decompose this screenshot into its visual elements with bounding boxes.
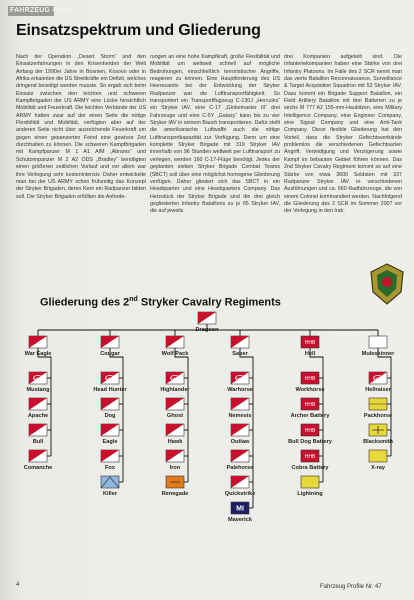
unit-symbol-x-ray: [369, 450, 387, 462]
unit-label-warhorse: Warhorse: [227, 387, 253, 393]
unit-label-saber: Saber: [232, 351, 248, 357]
unit-label-archer-battery: Archer Battery: [290, 413, 330, 419]
unit-symbol-war-eagle: [29, 336, 47, 348]
unit-symbol-packhorse: [369, 398, 387, 410]
unit-label-apache: Apache: [27, 413, 49, 419]
unit-label-highlander: Highlander: [160, 387, 190, 393]
unit-label-dog: Dog: [104, 413, 116, 419]
unit-symbol-highlander: [166, 372, 184, 384]
text-column-2: rungen an eine hohe Kampfkraft, große Flexibilität und Mobilität um weltweit schnell auf mögliche Bedrohungen, einschließlich terroristischer Angriffe, reagieren zu können. Eine Hauptforderung des US Heeresamts bei der Entwicklung der Stryker Radpanzer war die Lufttransportfähigkeit. So transportiert ein Transportflugzeug C-130J „Hercules“ ein Stryker IAV, eine C-17 „Globemaster III“ drei Fahrzeuge und eine C-5Y „Galaxy“ kann bis zu vier Stryker IAV in seinem Bauch transportieren. Dafür stellt die amerikanische Luftwaffe auch die nötige Lufttransportkapazität zur Verfügung. Denn um eine komplette Stryker Brigade mit 319 Stryker IAV innerhalb von 96 Stunden weltweit per Lufttransport zu verlegen, werden 160 C-17-Flüge benötigt. Jedes der geplanten sieben Stryker Brigade Combat Teams (SBCT) soll über eine möglichst homogene Gliederung verfügen. Daher gliedert sich das SBCT in ein Headquarter und eine Headquarters Company. Das Herzstück der Stryker Brigade sind die drei gleich gegliederten Infantry Bataillons zu je 65 Stryker IAV, die auf jeweils: [150, 54, 280, 215]
symbol-text: HHT: [106, 376, 114, 381]
unit-label-muleskinner: Muleskinner: [361, 351, 395, 357]
unit-symbol-maverick: [231, 502, 249, 514]
symbol-text: MI: [236, 505, 244, 513]
unit-label-head-hunter: Head Hunter: [93, 387, 127, 393]
symbol-text: HHB: [304, 454, 316, 460]
symbol-text: HHT: [34, 376, 42, 381]
article-title: Einsatzspektrum und Gliederung: [16, 22, 261, 39]
unit-label-workhorse: Workhorse: [295, 387, 325, 393]
unit-symbol-cobra-battery: [301, 450, 319, 462]
unit-label-lightning: Lightning: [297, 491, 323, 497]
unit-symbol-killer: [101, 476, 119, 488]
chart-title: Gliederung des 2nd Stryker Cavalry Regiments: [40, 296, 281, 309]
unit-label-wolf-pack: Wolf Pack: [161, 351, 189, 357]
unit-label-fox: Fox: [105, 465, 115, 471]
unit-symbol-warhorse: [231, 372, 249, 384]
unit-label-palehorse: Palehorse: [226, 465, 254, 471]
symbol-text: HHT: [236, 376, 244, 381]
unit-symbol-ghost: [166, 398, 184, 410]
unit-label-bull: Bull: [32, 439, 44, 445]
unit-symbol-head-hunter: [101, 372, 119, 384]
unit-label-x-ray: X-ray: [371, 465, 385, 471]
unit-symbol-palehorse: [231, 450, 249, 462]
unit-label-packhorse: Packhorse: [363, 413, 393, 419]
page-number: 4: [16, 582, 20, 588]
unit-symbol-workhorse: [301, 372, 319, 384]
unit-label-hellraiser: Hellraiser: [365, 387, 391, 393]
unit-label-dragoon: Dragoon: [195, 327, 219, 333]
unit-symbol-fox: [101, 450, 119, 462]
unit-symbol-bull-dog-battery: [301, 424, 319, 436]
unit-symbol-hell: [301, 336, 319, 348]
unit-symbol-blacksmith: [369, 424, 387, 436]
unit-label-cobra-battery: Cobra Battery: [291, 465, 329, 471]
unit-label-eagle: Eagle: [102, 439, 118, 445]
unit-label-hell: Hell: [304, 351, 316, 357]
header-label: FAHRZEUG Profile: [10, 7, 74, 14]
unit-label-bull-dog-battery: Bull Dog Battery: [288, 439, 332, 445]
unit-symbol-nemesis: [231, 398, 249, 410]
unit-symbol-hellraiser: [369, 372, 387, 384]
unit-symbol-hawk: [166, 424, 184, 436]
unit-symbol-apache: [29, 398, 47, 410]
symbol-text: HHB: [304, 376, 316, 382]
unit-label-war-eagle: War Eagle: [24, 351, 52, 357]
footer-publication: Fahrzeug Profile Nr. 47: [320, 584, 382, 590]
unit-label-mustang: Mustang: [26, 387, 50, 393]
symbol-text: HHB: [304, 428, 316, 434]
unit-symbol-renegade: [166, 476, 184, 488]
unit-label-cougar: Cougar: [100, 351, 120, 357]
unit-label-blacksmith: Blacksmith: [363, 439, 393, 445]
unit-symbol-cougar: [101, 336, 119, 348]
unit-symbol-mustang: [29, 372, 47, 384]
unit-symbol-dog: [101, 398, 119, 410]
unit-label-renegade: Renegade: [161, 491, 189, 497]
symbol-text: HHB: [304, 340, 316, 346]
unit-symbol-iron: [166, 450, 184, 462]
symbol-text: HHT: [374, 376, 382, 381]
symbol-text: HHT: [171, 376, 179, 381]
unit-symbol-eagle: [101, 424, 119, 436]
unit-label-iron: Iron: [169, 465, 181, 471]
unit-symbol-comanche: [29, 450, 47, 462]
text-column-1: Nach der Operation „Desert Storm“ und den Einsatzerfahrungen in den Krisenherden der Welt Anfang der 1990er Jahre in Bosnien, Kosovo oder in Afrika erkannten die US Streitkräfte ein Defizit, welches dringend beseitigt werden musste. So ergab sich beim Einsatz zwischen den leichten und schweren Kampfbrigaden der US ARMY eine Lücke hinsichtlich Mobilität und Feuerkraft. Die leichten Verbände der US ARMY hatten zwar auf der einen Seite die nötige Flexibilität und Mobilität, verfügten aber auf der anderen Seite nicht über ausreichende Feuerkraft um gegen einen gepanzerten Feind eine gewisse Zeit durchhalten zu können. Die schweren Kampfbrigaden mit Kampfpanzer M 1 A1 AIM „Abrams“ und Schützenpanzer M 2 A2 ODS „Bradley“ benötigten einen größeren zeitlichen Vorlauf und vor allem war ihre Verlegung sehr kostenintensiv. Daher entwickelte man bei der US ARMY schon frühzeitig das Konzept der Stryker Brigaden, deren Kern ein Radpanzer bilden soll. Die Stryker Brigaden erfüllten die Anforde-: [16, 54, 146, 200]
symbol-text: HHB: [304, 402, 316, 408]
unit-symbol-dragoon: [198, 312, 216, 324]
unit-label-quickstrike: Quickstrike: [224, 491, 256, 497]
unit-symbol-archer-battery: [301, 398, 319, 410]
unit-symbol-saber: [231, 336, 249, 348]
unit-symbol-outlaw: [231, 424, 249, 436]
unit-symbol-bull: [29, 424, 47, 436]
unit-symbol-lightning: [301, 476, 319, 488]
unit-symbol-muleskinner: [369, 336, 387, 348]
text-column-3: drei Kompanien aufgeteilt sind. Die Infanteriekompanien haben eine Stärke von drei Infantry Platoons. Im Falle des 2 SCR nennt man das vierte Bataillon Reconnaissance, Surveillance & Target Acquisition Squadron mit 53 Stryker IAV. Dazu kommt ein Brigade Support Bataillon, ein Field Artillery Bataillon mit drei Batterien zu je sechs M 777 A2 155-mm-Haubitzen, eine Military Intelligence Company, eine Engineer Company, eine Signal Company und eine Anti-Tank Company. Diese flexible Gliederung hat den Vorteil, dass die Stryker Gefechtsverbände problemlos die verschiedenen Gefechtsarten Angriff, Verteidigung und Verzögerung sowie Kampf im bebauten Gebiet führen können. Das 2nd Stryker Cavalry Regiment kommt so auf eine Stärke von etwa 3600 Soldaten mit 337 Radpanzer Stryker IAV in verschiedenen Ausführungen und ca. 660 Radfahrzeuge, die von einem Colonel kommandiert werden. Nachfolgend die Gliederung des 2 SCR im Sommer 2007 vor der Verlegung in den Irak:: [284, 54, 402, 215]
unit-label-comanche: Comanche: [23, 465, 53, 471]
unit-label-maverick: Maverick: [228, 517, 252, 523]
unit-label-ghost: Ghost: [166, 413, 184, 419]
unit-label-killer: Killer: [103, 491, 117, 497]
unit-symbol-quickstrike: [231, 476, 249, 488]
unit-label-outlaw: Outlaw: [230, 439, 250, 445]
unit-label-nemesis: Nemesis: [228, 413, 252, 419]
unit-label-hawk: Hawk: [167, 439, 183, 445]
unit-symbol-wolf-pack: [166, 336, 184, 348]
